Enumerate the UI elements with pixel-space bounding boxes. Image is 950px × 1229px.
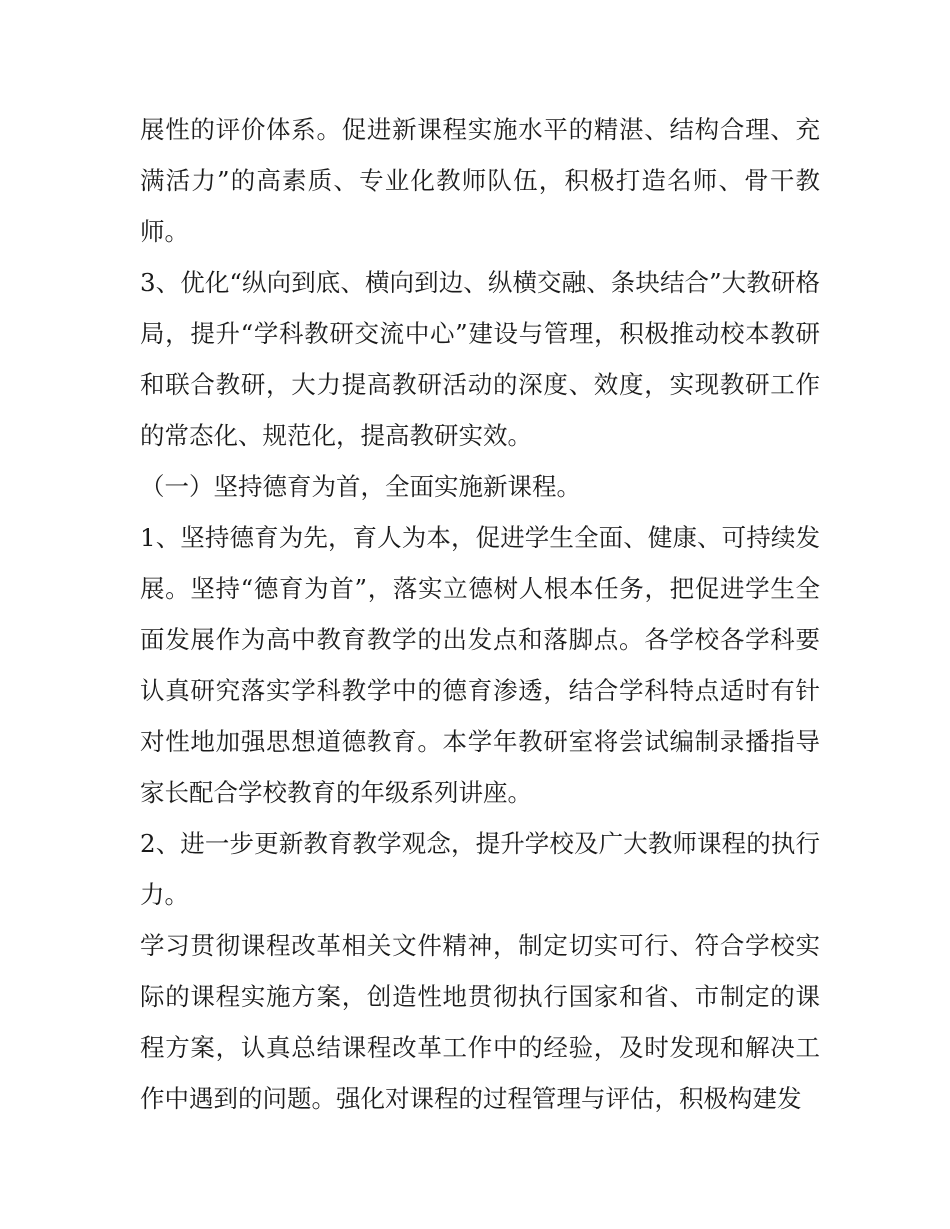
- paragraph-5: 学习贯彻课程改革相关文件精神，制定切实可行、符合学校实际的课程实施方案，创造性地贯彻执行国家和省、市制定的课程方案，认真总结课程改革工作中的经验，及时发现和解决工作中遇到的问题。强化对课程的过程管理与评估，积极构建发: [140, 931, 820, 1113]
- paragraph-2: 3、优化“纵向到底、横向到边、纵横交融、条块结合”大教研格局，提升“学科教研交流中心”建设与管理，积极推动校本教研和联合教研，大力提高教研活动的深度、效度，实现教研工作的常态化、规范化，提高教研实效。: [140, 268, 820, 450]
- section-heading: （一）坚持德育为首，全面实施新课程。: [140, 472, 581, 501]
- paragraph-1: 展性的评价体系。促进新课程实施水平的精湛、结构合理、充满活力”的高素质、专业化教师队伍，积极打造名师、骨干教师。: [140, 115, 820, 246]
- paragraph-4: 2、进一步更新教育教学观念，提升学校及广大教师课程的执行力。: [140, 829, 820, 909]
- paragraph-3: 1、坚持德育为先，育人为本，促进学生全面、健康、可持续发展。坚持“德育为首”，落实立德树人根本任务，把促进学生全面发展作为高中教育教学的出发点和落脚点。各学校各学科要认真研究落实学科教学中的德育渗透，结合学科特点适时有针对性地加强思想道德教育。本学年教研室将尝试编制录播指导家长配合学校教育的年级系列讲座。: [140, 523, 820, 807]
- document-body: [140, 104, 820, 1124]
